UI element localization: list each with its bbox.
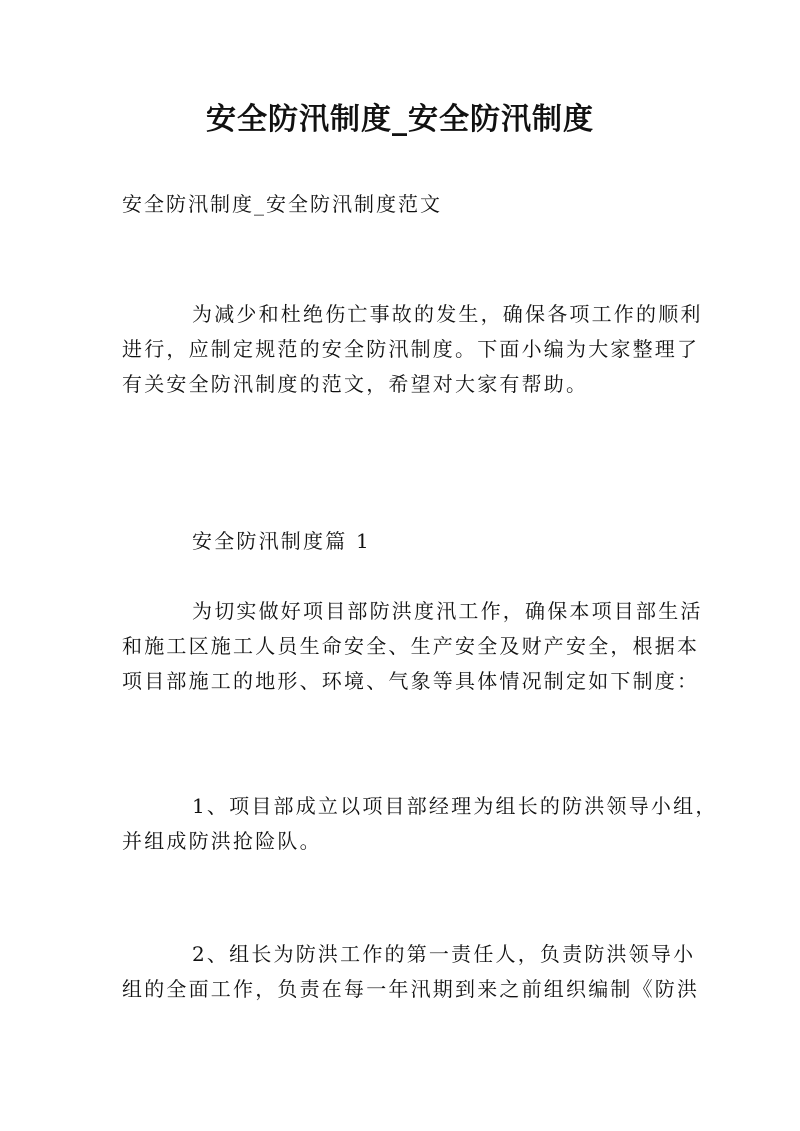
section-heading: [122, 524, 682, 559]
intro-line-2: 进行，应制定规范的安全防汛制度。下面小编为大家整理了: [122, 337, 700, 361]
document-title: 安全防汛制度_安全防汛制度: [206, 102, 594, 137]
document-subtitle: 安全防汛制度_安全防汛制度范文: [122, 192, 442, 216]
section-intro-line-1: 为切实做好项目部防洪度汛工作，确保本项目部生活: [192, 599, 703, 623]
item-2-line-2: 组的全面工作，负责在每一年汛期到来之前组织编制《防洪: [122, 977, 700, 1001]
section-intro-line-3: 项目部施工的地形、环境、气象等具体情况制定如下制度：: [122, 669, 700, 693]
item-2-line-1: 2、组长为防洪工作的第一责任人，负责防洪领导小: [192, 942, 696, 966]
item-1-line-2: 并组成防洪抢险队。: [122, 829, 322, 853]
intro-paragraph: [122, 297, 703, 402]
section-intro-paragraph: [122, 594, 703, 699]
intro-line-3: 有关安全防汛制度的范文，希望对大家有帮助。: [122, 372, 589, 396]
item-1-line-1: 1、项目部成立以项目部经理为组长的防洪领导小组，: [192, 794, 718, 818]
section-intro-line-2: 和施工区施工人员生命安全、生产安全及财产安全，根据本: [122, 634, 700, 658]
item-1-paragraph: [122, 789, 718, 859]
section-heading-text: 安全防汛制度篇 1: [192, 529, 371, 553]
intro-line-1: 为减少和杜绝伤亡事故的发生，确保各项工作的顺利: [192, 302, 703, 326]
item-2-paragraph: [122, 937, 700, 1007]
